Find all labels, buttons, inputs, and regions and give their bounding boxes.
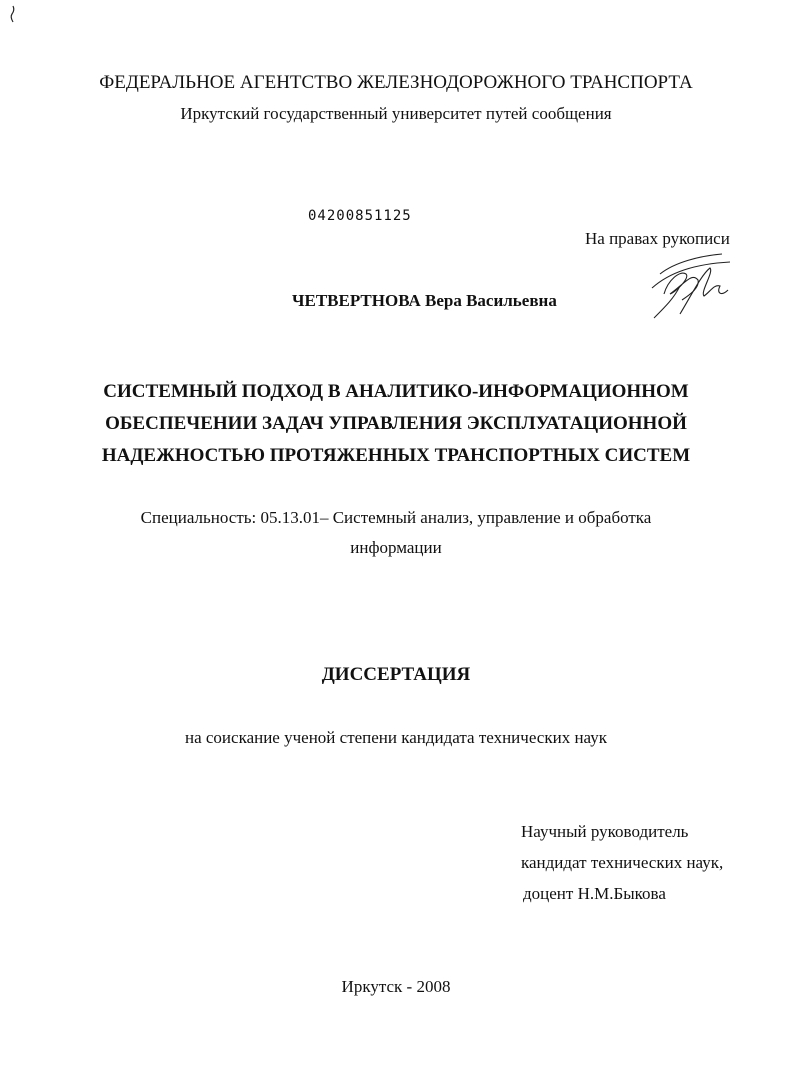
thesis-title-line: СИСТЕМНЫЙ ПОДХОД В АНАЛИТИКО-ИНФОРМАЦИОННОМ <box>103 381 689 402</box>
advisor-degree: кандидат технических наук, <box>521 853 724 872</box>
thesis-title-line: ОБЕСПЕЧЕНИИ ЗАДАЧ УПРАВЛЕНИЯ ЭКСПЛУАТАЦИОННОЙ <box>105 413 687 434</box>
advisor-name: доцент Н.М.Быкова <box>523 884 666 903</box>
specialty-line: Специальность: 05.13.01– Системный анализ, управление и обработка <box>140 508 652 527</box>
scan-edge-mark <box>6 4 18 26</box>
signature-icon <box>640 244 750 324</box>
document-type: ДИССЕРТАЦИЯ <box>321 664 471 685</box>
specialty-line: информации <box>350 538 442 557</box>
thesis-title-line: НАДЕЖНОСТЬЮ ПРОТЯЖЕННЫХ ТРАНСПОРТНЫХ СИСТЕМ <box>101 445 691 466</box>
degree-statement: на соискание ученой степени кандидата технических наук <box>184 728 607 747</box>
university-name: Иркутский государственный университет путей сообщения <box>180 104 612 123</box>
catalog-code: 04200851125 <box>308 208 412 224</box>
manuscript-note: На правах рукописи <box>585 229 730 248</box>
advisor-role: Научный руководитель <box>521 822 689 841</box>
author-name: ЧЕТВЕРТНОВА Вера Васильевна <box>292 291 557 310</box>
city-year: Иркутск - 2008 <box>341 977 451 996</box>
agency-heading: ФЕДЕРАЛЬНОЕ АГЕНТСТВО ЖЕЛЕЗНОДОРОЖНОГО ТРАНСПОРТА <box>99 72 693 93</box>
